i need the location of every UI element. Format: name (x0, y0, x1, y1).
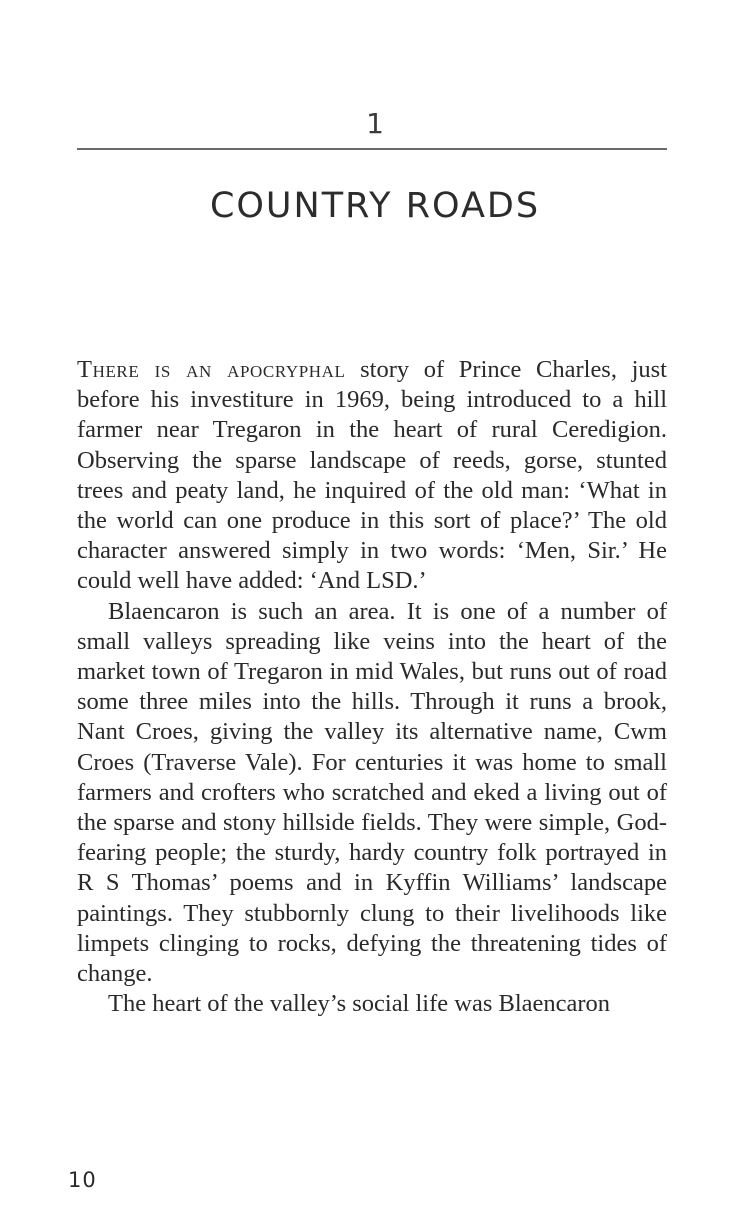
page-number: 10 (68, 1168, 97, 1192)
chapter-title: COUNTRY ROADS (209, 186, 541, 226)
chapter-divider (77, 148, 667, 150)
chapter-number: 1 (366, 107, 384, 140)
lead-in-smallcaps: There is an apocryphal (77, 356, 346, 383)
body-text (77, 355, 667, 1019)
paragraph-3: The heart of the valley’s social life was Blaencaron (108, 990, 611, 1018)
paragraph-1 (77, 355, 667, 597)
paragraph-1-text: story of Prince Charles, just before his investiture in 1969, being introduced to a hill farmer near Tregaron in the heart of rural Ceredigion. Observing the sparse landscape of reeds, gorse, stunted trees and peaty land, he inquired of the old man: ‘What in the world can one produce in this sort of place?’ The old character answered simply in two words: ‘Men, Sir.’ He could well have added: ‘And LSD.’ (77, 356, 667, 595)
paragraph-2: Blaencaron is such an area. It is one of a number of small valleys spreading like veins into the heart of the market town of Tregaron in mid Wales, but runs out of road some three miles into the hills. Through it runs a brook, Nant Croes, giving the valley its alternative name, Cwm Croes (Traverse Vale). For centuries it was home to small farmers and crofters who scratched and eked a living out of the sparse and stony hillside fields. They were simple, God-fearing people; the sturdy, hardy country folk portrayed in R S Thomas’ poems and in Kyffin Williams’ landscape paintings. They stubbornly clung to their livelihoods like limpets clinging to rocks, defying the threatening tides of change. (77, 597, 667, 988)
